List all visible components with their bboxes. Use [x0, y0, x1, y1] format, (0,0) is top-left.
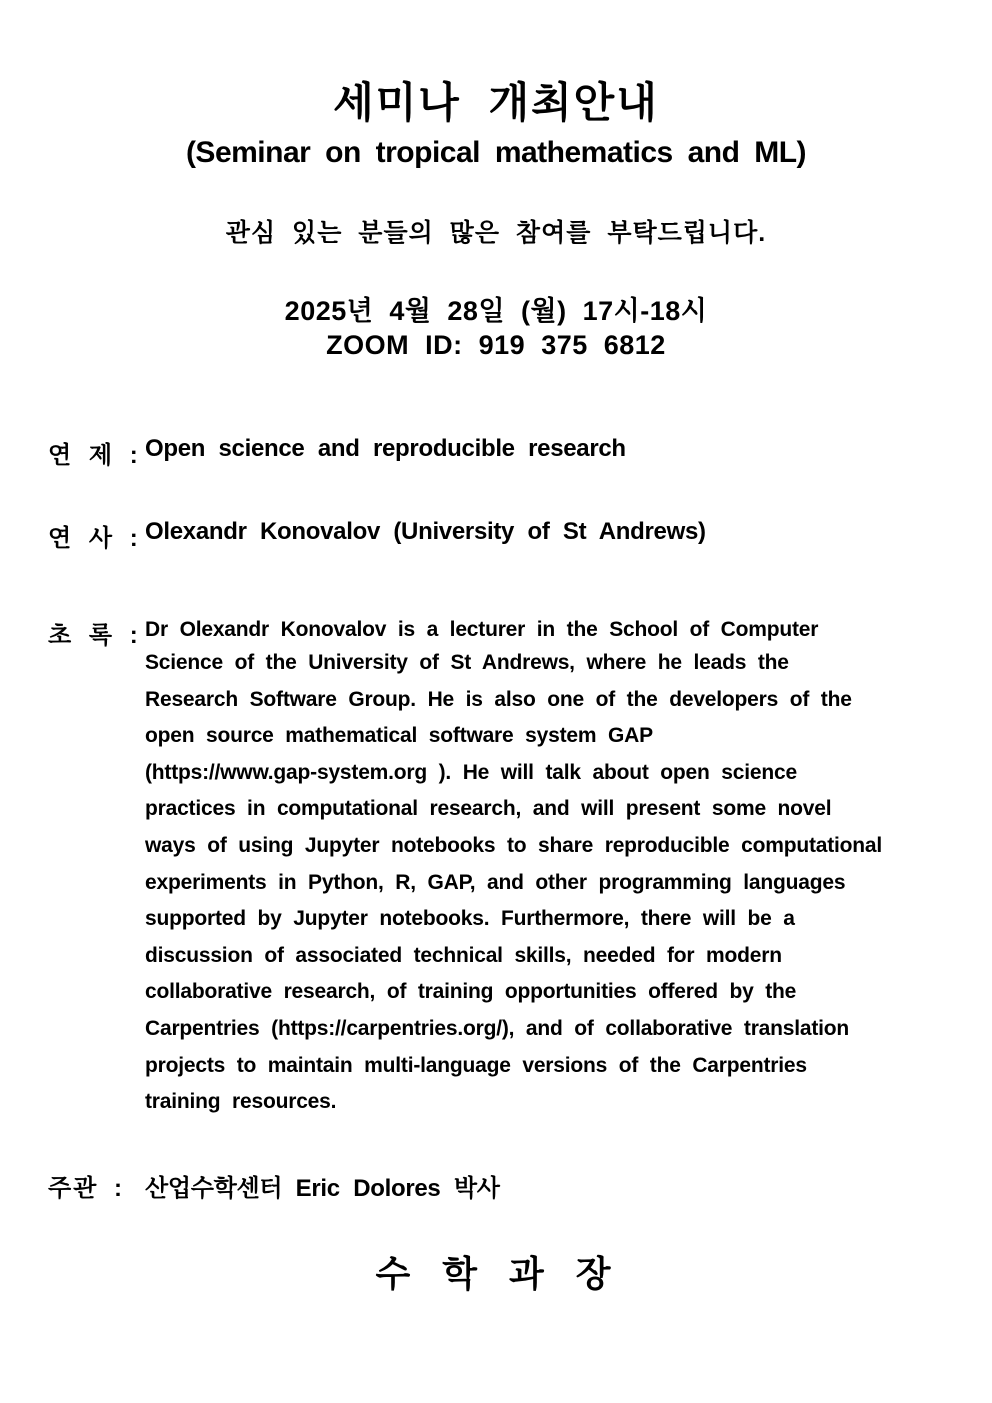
abstract-line: Science of the University of St Andrews, where he leads the [145, 651, 789, 674]
abstract-line: Research Software Group. He is also one of the developers of the [145, 687, 852, 711]
abstract-line: training resources. [145, 1090, 337, 1114]
speaker-value: Olexandr Konovalov (University of St Andrews) [145, 518, 706, 545]
abstract-line: experiments in Python, R, GAP, and other programming languages [145, 870, 846, 894]
invitation-text: 관심 있는 분들의 많은 참여를 부탁드립니다. [225, 219, 767, 247]
page-subtitle: (Seminar on tropical mathematics and ML) [185, 136, 807, 169]
abstract-line: supported by Jupyter notebooks. Furthermore, there will be a [145, 907, 795, 931]
abstract-line: open source mathematical software system GAP [145, 724, 653, 748]
speaker-label: 연 사 : [48, 525, 140, 552]
abstract-line: (https://www.gap-system.org ). He will talk about open science [145, 760, 797, 784]
abstract-line: practices in computational research, and will present some novel [145, 797, 832, 821]
page-title: 세미나 개최안내 [333, 79, 659, 126]
abstract-line: ways of using Jupyter notebooks to share reproducible computational [145, 833, 883, 857]
abstract-line: Carpentries (https://carpentries.org/), and of collaborative translation [145, 1016, 850, 1040]
topic-value: Open science and reproducible research [145, 435, 626, 462]
abstract-line: projects to maintain multi-language versions of the Carpentries [145, 1053, 807, 1077]
host-label: 주관 : [48, 1175, 125, 1202]
zoom-meeting-id: ZOOM ID: 919 375 6812 [326, 330, 666, 360]
abstract-line: Dr Olexandr Konovalov is a lecturer in the School of Computer [145, 618, 819, 641]
abstract-row [48, 615, 882, 1121]
seminar-datetime: 2025년 4월 28일 (월) 17시-18시 [284, 296, 708, 326]
abstract-line: discussion of associated technical skills, needed for modern [145, 943, 782, 967]
topic-row [48, 435, 626, 470]
abstract-text [145, 615, 882, 1121]
host-value: 산업수학센터 Eric Dolores 박사 [145, 1175, 500, 1202]
topic-label: 연 제 : [48, 442, 140, 469]
speaker-row [48, 518, 706, 553]
abstract-label: 초 록 : [48, 622, 140, 649]
abstract-line: collaborative research, of training opportunities offered by the [145, 980, 797, 1004]
signature-math-department-head: 수 학 과 장 [375, 1253, 617, 1294]
host-row [48, 1168, 500, 1203]
